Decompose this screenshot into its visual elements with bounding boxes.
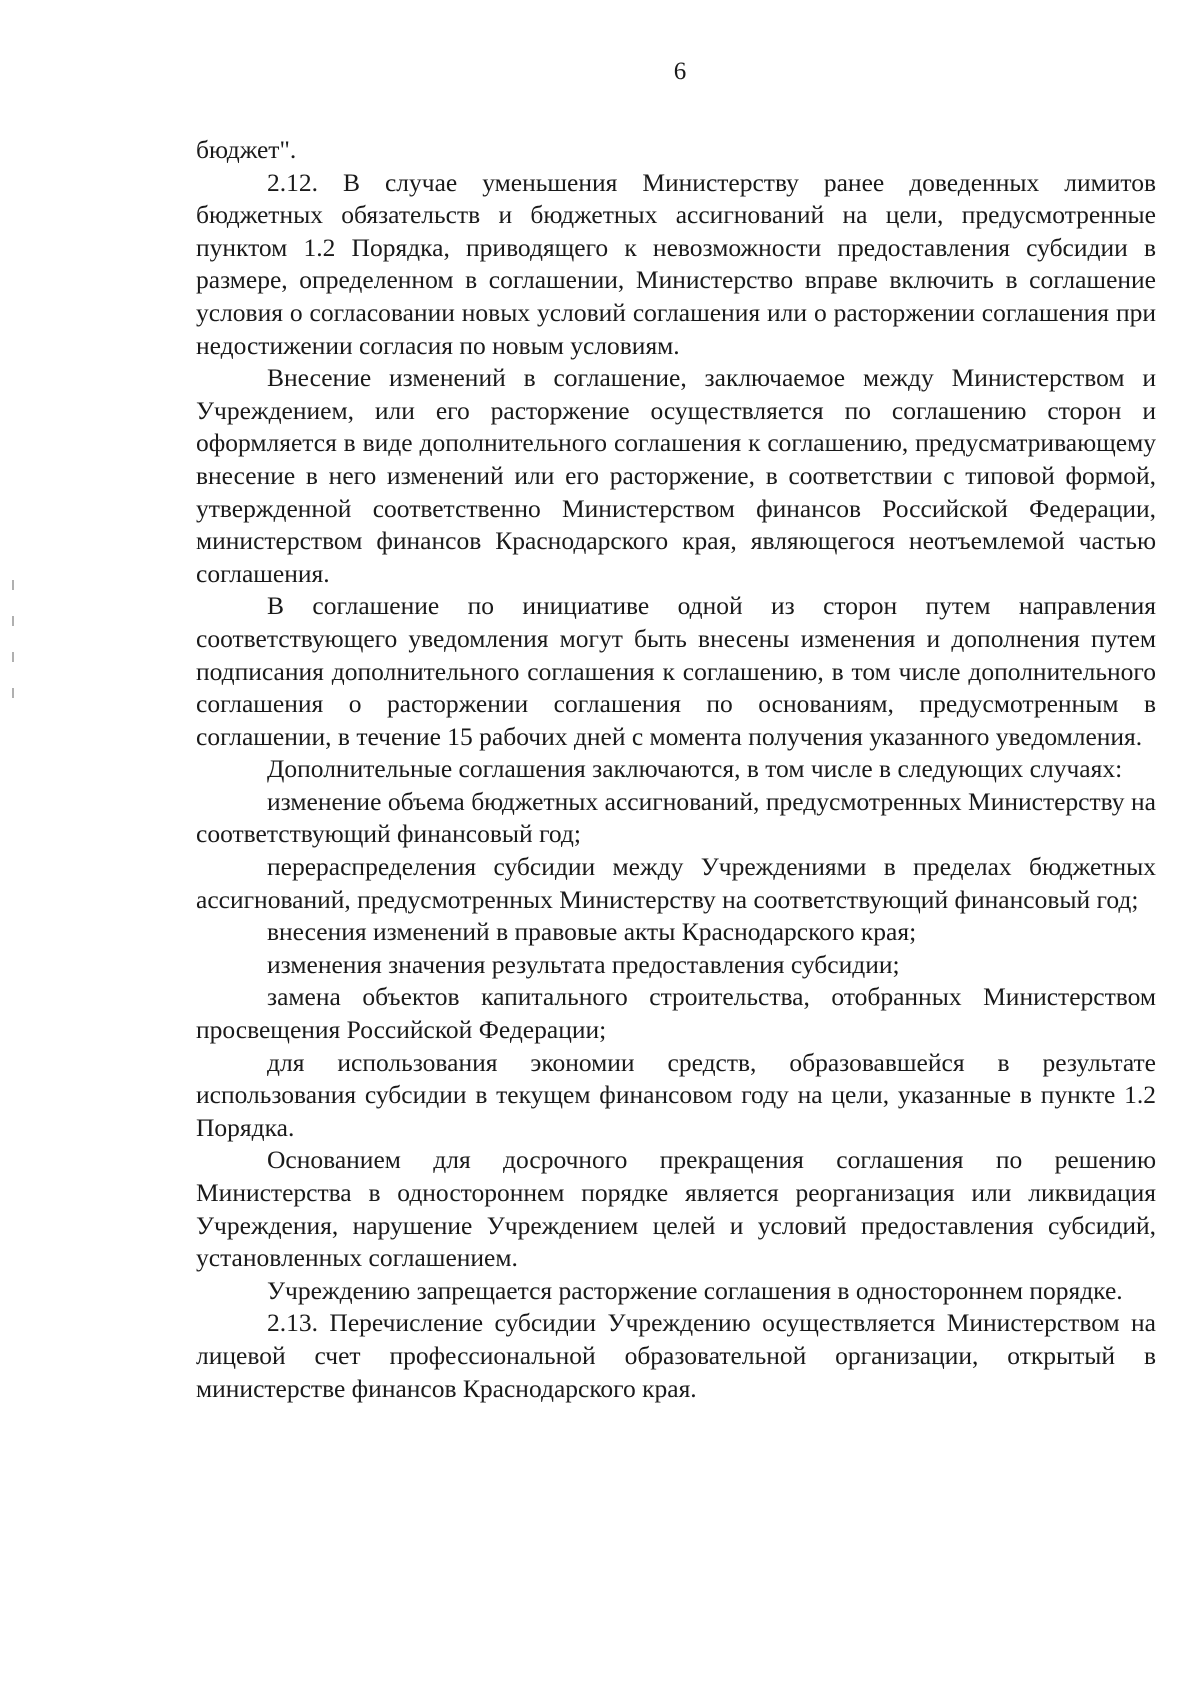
paragraph-continuation: бюджет". xyxy=(196,135,297,164)
paragraph-2-12: 2.12. В случае уменьшения Министерству ранее доведенных лимитов бюджетных обязательств и бюджетных ассигнований на цели, предусмотренные пунктом 1.2 Порядка, приводящего к невозможности предоставления субсидии в размере, определенном в соглашении, Министерство вправе включить в соглашение условия о согласовании новых условий соглашения или о расторжении соглашения при недостижении согласия по новым условиям. xyxy=(196,167,1156,360)
paragraph-unilateral-prohibition: Учреждению запрещается расторжение соглашения в одностороннем порядке. xyxy=(267,1275,1123,1305)
scan-mark xyxy=(12,652,14,662)
page-number: 6 xyxy=(673,58,687,85)
scan-mark xyxy=(12,616,14,626)
paragraph-initiative: В соглашение по инициативе одной из сторон путем направления соответствующего уведомления могут быть внесены изменения и дополнения путем подписания дополнительного соглашения к соглашению, в том числе дополнительного соглашения о расторжении соглашения по основаниям, предусмотренным в соглашении, в течение 15 рабочих дней с момента получения указанного уведомления. xyxy=(196,591,1156,751)
scan-marks xyxy=(12,580,16,750)
scan-mark xyxy=(12,688,14,698)
document-body xyxy=(196,134,1156,1405)
list-item-case-6: для использования экономии средств, образовавшейся в результате использования субсидии в текущем финансовом году на цели, указанные в пункте 1.2 Порядка. xyxy=(196,1047,1156,1142)
paragraph-cases-intro: Дополнительные соглашения заключаются, в том числе в следующих случаях: xyxy=(267,754,1123,784)
list-item-case-5: замена объектов капитального строительства, отобранных Министерством просвещения Российской Федерации; xyxy=(196,982,1156,1045)
list-item-case-1: изменение объема бюджетных ассигнований, предусмотренных Министерству на соответствующий финансовый год; xyxy=(196,786,1156,849)
paragraph-amendments: Внесение изменений в соглашение, заключаемое между Министерством и Учреждением, или его расторжение осуществляется по соглашению сторон и оформляется в виде дополнительного соглашения к соглашению, предусматривающему внесение в него изменений или его расторжение, в соответствии с типовой формой, утвержденной соответственно Министерством финансов Российской Федерации, министерством финансов Краснодарского края, являющегося неотъемлемой частью соглашения. xyxy=(196,363,1156,588)
paragraph-2-13: 2.13. Перечисление субсидии Учреждению осуществляется Министерством на лицевой счет профессиональной образовательной организации, открытый в министерстве финансов Краснодарского края. xyxy=(196,1308,1156,1403)
list-item-case-2: перераспределения субсидии между Учреждениями в пределах бюджетных ассигнований, предусмотренных Министерству на соответствующий финансовый год; xyxy=(196,852,1156,914)
paragraph-termination-grounds: Основанием для досрочного прекращения соглашения по решению Министерства в одностороннем порядке является реорганизация или ликвидация Учреждения, нарушение Учреждением целей и условий предоставления субсидий, установленных соглашением. xyxy=(196,1145,1156,1273)
scan-mark xyxy=(12,580,14,590)
list-item-case-4: изменения значения результата предоставления субсидии; xyxy=(267,949,900,979)
list-item-case-3: внесения изменений в правовые акты Краснодарского края; xyxy=(267,917,917,947)
